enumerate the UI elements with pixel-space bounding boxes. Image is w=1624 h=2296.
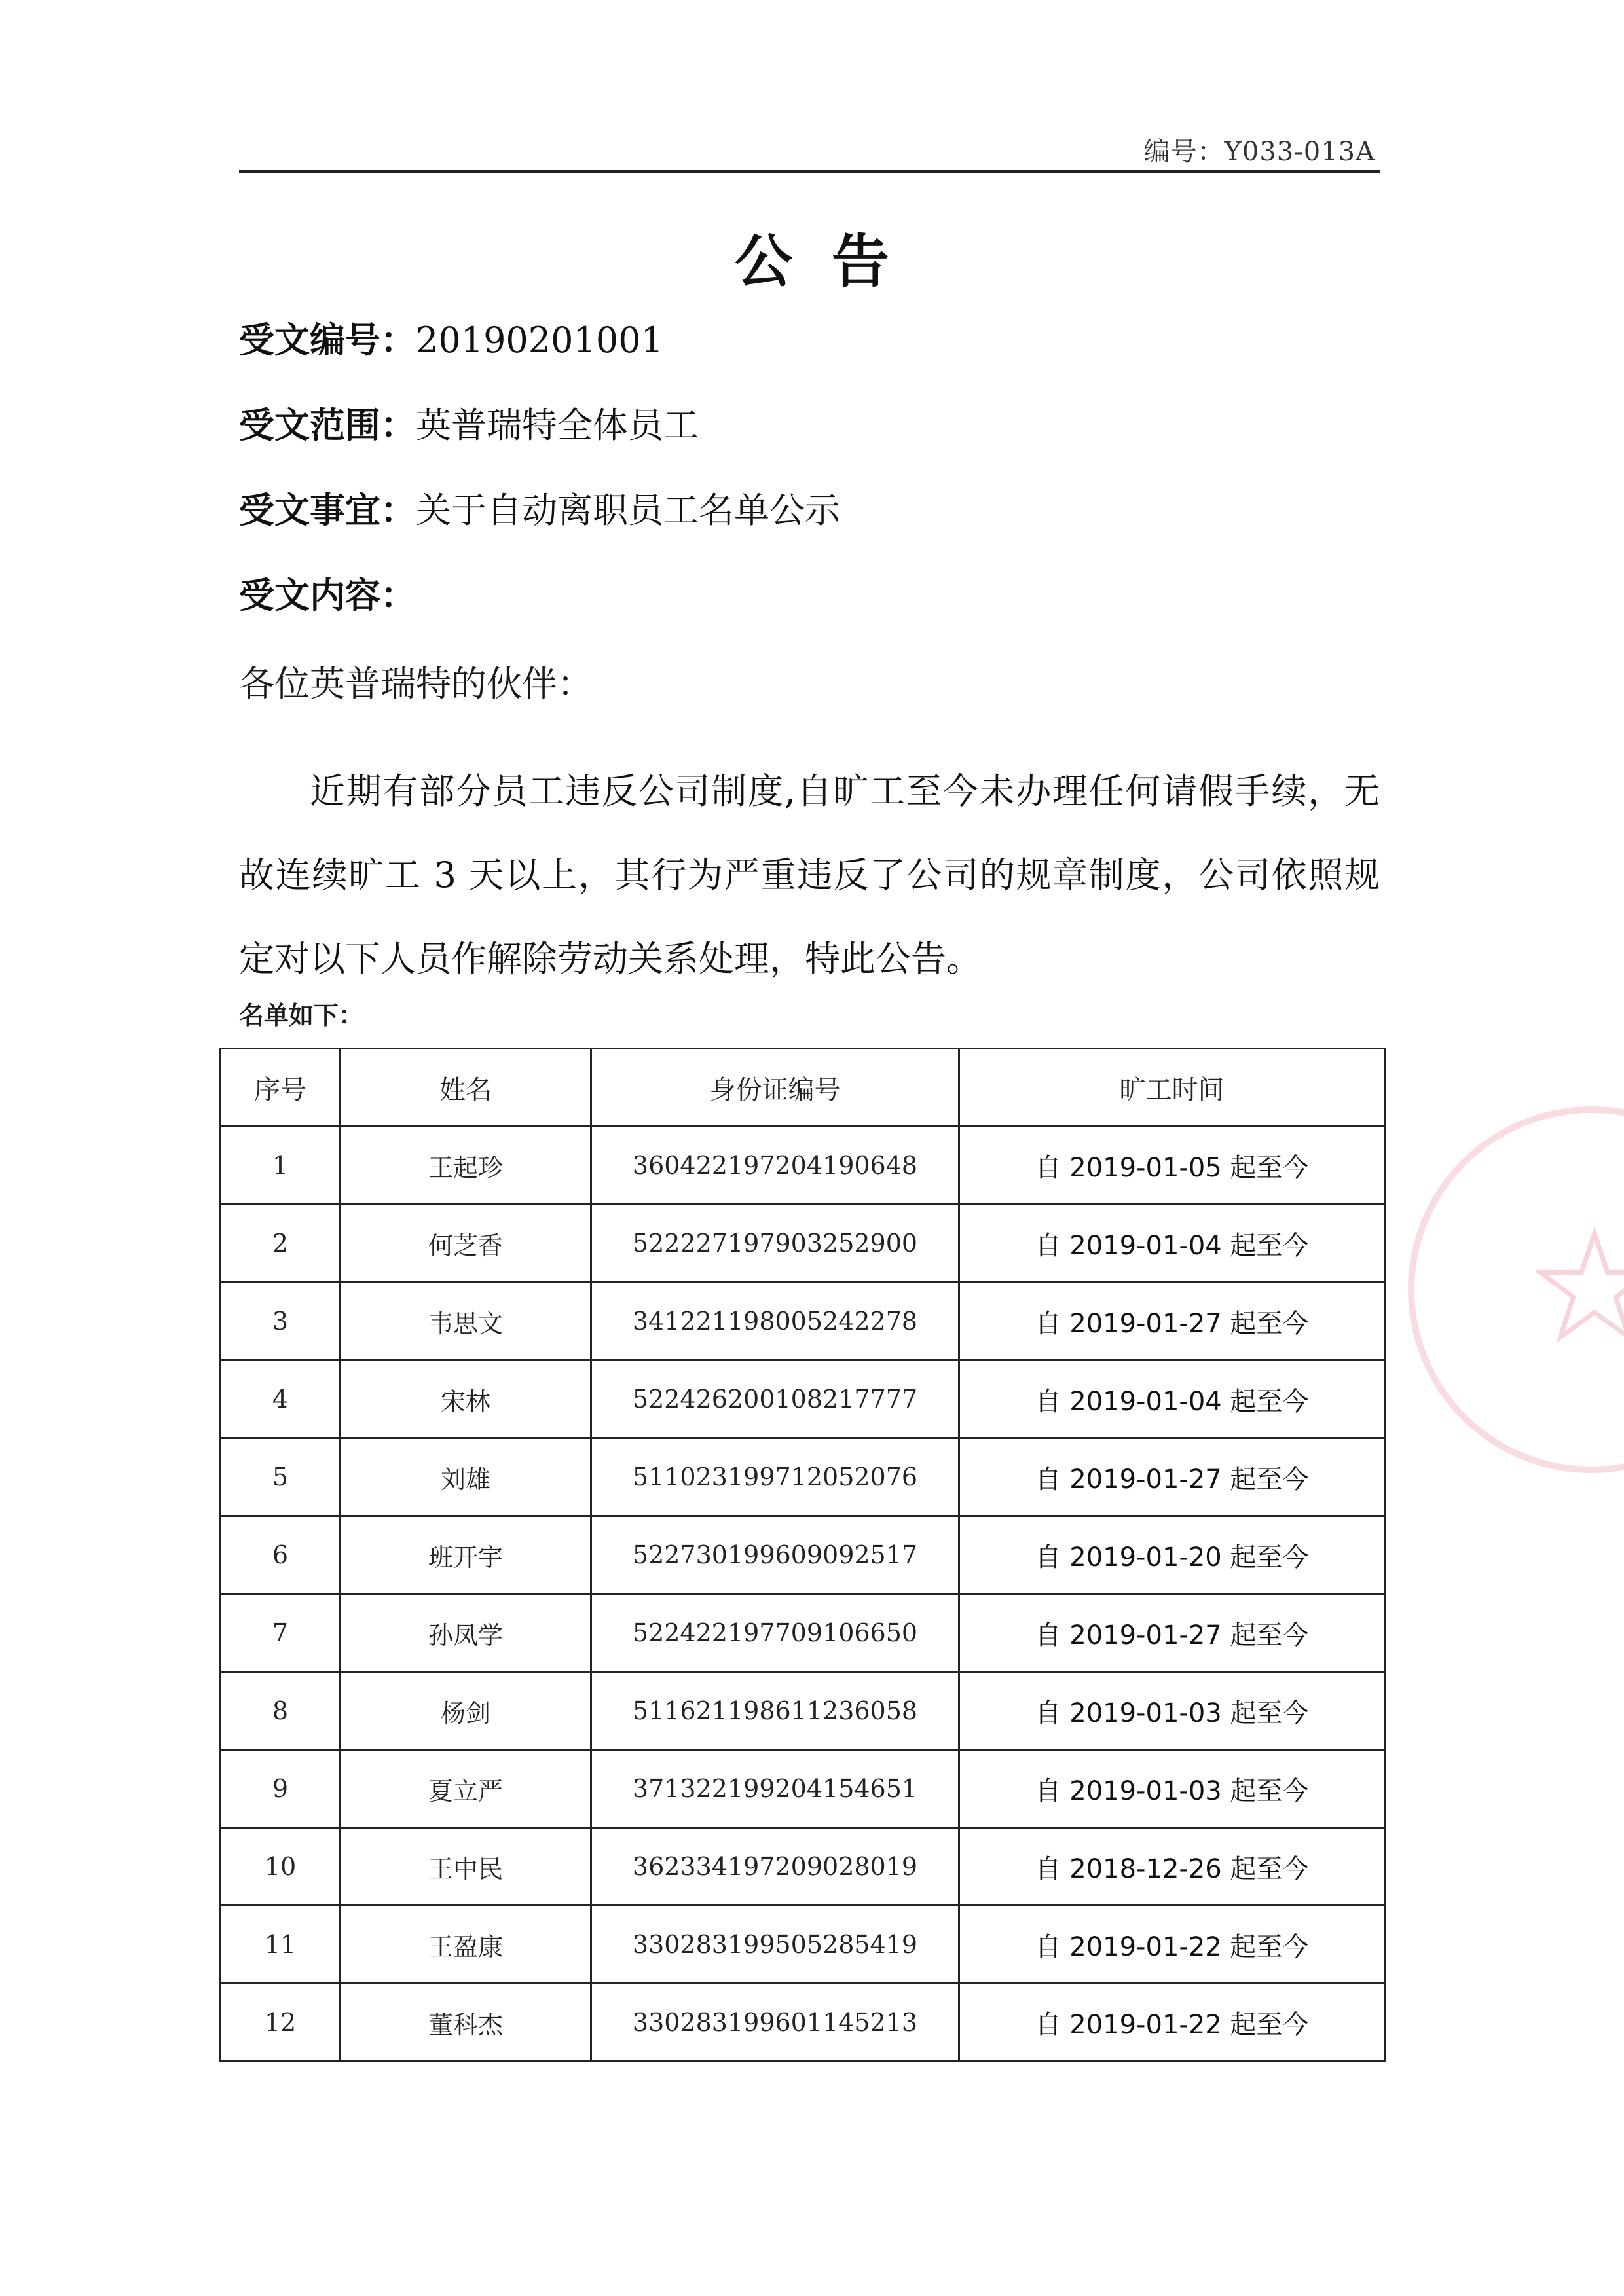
- id-number: 522227197903252900: [591, 1205, 959, 1283]
- employee-name: 孙凤学: [341, 1594, 591, 1672]
- table-header-row: [221, 1049, 1385, 1127]
- meta-number-value: 20190201001: [416, 319, 663, 361]
- id-number: 511621198611236058: [591, 1672, 959, 1750]
- employee-name: 班开宇: [341, 1516, 591, 1594]
- absence-time: 自 2019-01-04 起至今: [959, 1360, 1385, 1438]
- meta-scope-label: 受文范围：: [239, 405, 416, 446]
- absence-time: 自 2019-01-22 起至今: [959, 1984, 1385, 2062]
- employee-name: 杨剑: [341, 1672, 591, 1750]
- absence-time: 自 2019-01-27 起至今: [959, 1438, 1385, 1516]
- row-index: 10: [221, 1828, 341, 1906]
- meta-subject-label: 受文事宜：: [239, 490, 416, 531]
- absence-time: 自 2019-01-05 起至今: [959, 1127, 1385, 1205]
- table-body: [221, 1127, 1385, 2062]
- table-row: [221, 1672, 1385, 1750]
- id-number: 522422197709106650: [591, 1594, 959, 1672]
- table-row: [221, 1205, 1385, 1283]
- row-index: 7: [221, 1594, 341, 1672]
- id-number: 330283199505285419: [591, 1906, 959, 1984]
- employee-name: 何芝香: [341, 1205, 591, 1283]
- id-number: 522426200108217777: [591, 1360, 959, 1438]
- absence-time: 自 2019-01-03 起至今: [959, 1750, 1385, 1828]
- row-index: 8: [221, 1672, 341, 1750]
- row-index: 4: [221, 1360, 341, 1438]
- table-row: [221, 1984, 1385, 2062]
- doc-number: 编号：Y033-013A: [1143, 137, 1375, 167]
- row-index: 9: [221, 1750, 341, 1828]
- meta-scope-value: 英普瑞特全体员工: [416, 405, 699, 446]
- header-rule: [239, 170, 1380, 173]
- id-number: 371322199204154651: [591, 1750, 959, 1828]
- table-row: [221, 1438, 1385, 1516]
- employee-name: 韦思文: [341, 1283, 591, 1360]
- seal-star-icon: [1536, 1228, 1624, 1345]
- table-row: [221, 1594, 1385, 1672]
- row-index: 2: [221, 1205, 341, 1283]
- body-paragraph: 近期有部分员工违反公司制度,自旷工至今未办理任何请假手续，无故连续旷工 3 天以上，其行为严重违反了公司的规章制度，公司依照规定对以下人员作解除劳动关系处理，特此公告。: [239, 771, 1380, 979]
- table-row: [221, 1516, 1385, 1594]
- salutation: 各位英普瑞特的伙伴：: [239, 663, 593, 704]
- employee-name: 王起珍: [341, 1127, 591, 1205]
- header-id-number: 身份证编号: [591, 1049, 959, 1127]
- header-index: 序号: [221, 1049, 341, 1127]
- meta-subject: [239, 488, 840, 534]
- meta-scope: [239, 403, 699, 448]
- table-row: [221, 1360, 1385, 1438]
- employee-name: 夏立严: [341, 1750, 591, 1828]
- row-index: 6: [221, 1516, 341, 1594]
- table-row: [221, 1750, 1385, 1828]
- row-index: 11: [221, 1906, 341, 1984]
- table-row: [221, 1127, 1385, 1205]
- absence-time: 自 2019-01-04 起至今: [959, 1205, 1385, 1283]
- row-index: 1: [221, 1127, 341, 1205]
- meta-content-label: 受文内容：: [239, 575, 416, 616]
- id-number: 330283199601145213: [591, 1984, 959, 2062]
- row-index: 5: [221, 1438, 341, 1516]
- table-row: [221, 1906, 1385, 1984]
- employee-name: 董科杰: [341, 1984, 591, 2062]
- absence-time: 自 2019-01-22 起至今: [959, 1906, 1385, 1984]
- employee-table: [219, 1048, 1386, 2062]
- absence-time: 自 2019-01-27 起至今: [959, 1283, 1385, 1360]
- employee-name: 王中民: [341, 1828, 591, 1906]
- absence-time: 自 2018-12-26 起至今: [959, 1828, 1385, 1906]
- row-index: 12: [221, 1984, 341, 2062]
- meta-number: [239, 318, 663, 363]
- absence-time: 自 2019-01-27 起至今: [959, 1594, 1385, 1672]
- table-row: [221, 1828, 1385, 1906]
- id-number: 522730199609092517: [591, 1516, 959, 1594]
- id-number: 362334197209028019: [591, 1828, 959, 1906]
- absence-time: 自 2019-01-03 起至今: [959, 1672, 1385, 1750]
- table-row: [221, 1283, 1385, 1360]
- id-number: 341221198005242278: [591, 1283, 959, 1360]
- absence-time: 自 2019-01-20 起至今: [959, 1516, 1385, 1594]
- employee-table-wrap: [219, 1048, 1384, 2062]
- list-heading: 名单如下：: [239, 1001, 364, 1030]
- header-absence-time: 旷工时间: [959, 1049, 1385, 1127]
- row-index: 3: [221, 1283, 341, 1360]
- meta-subject-value: 关于自动离职员工名单公示: [416, 490, 840, 531]
- meta-content: [239, 573, 416, 619]
- employee-name: 宋林: [341, 1360, 591, 1438]
- employee-name: 刘雄: [341, 1438, 591, 1516]
- id-number: 360422197204190648: [591, 1127, 959, 1205]
- id-number: 511023199712052076: [591, 1438, 959, 1516]
- header-name: 姓名: [341, 1049, 591, 1127]
- employee-name: 王盈康: [341, 1906, 591, 1984]
- page-title: 公告: [734, 228, 929, 295]
- meta-number-label: 受文编号：: [239, 319, 416, 361]
